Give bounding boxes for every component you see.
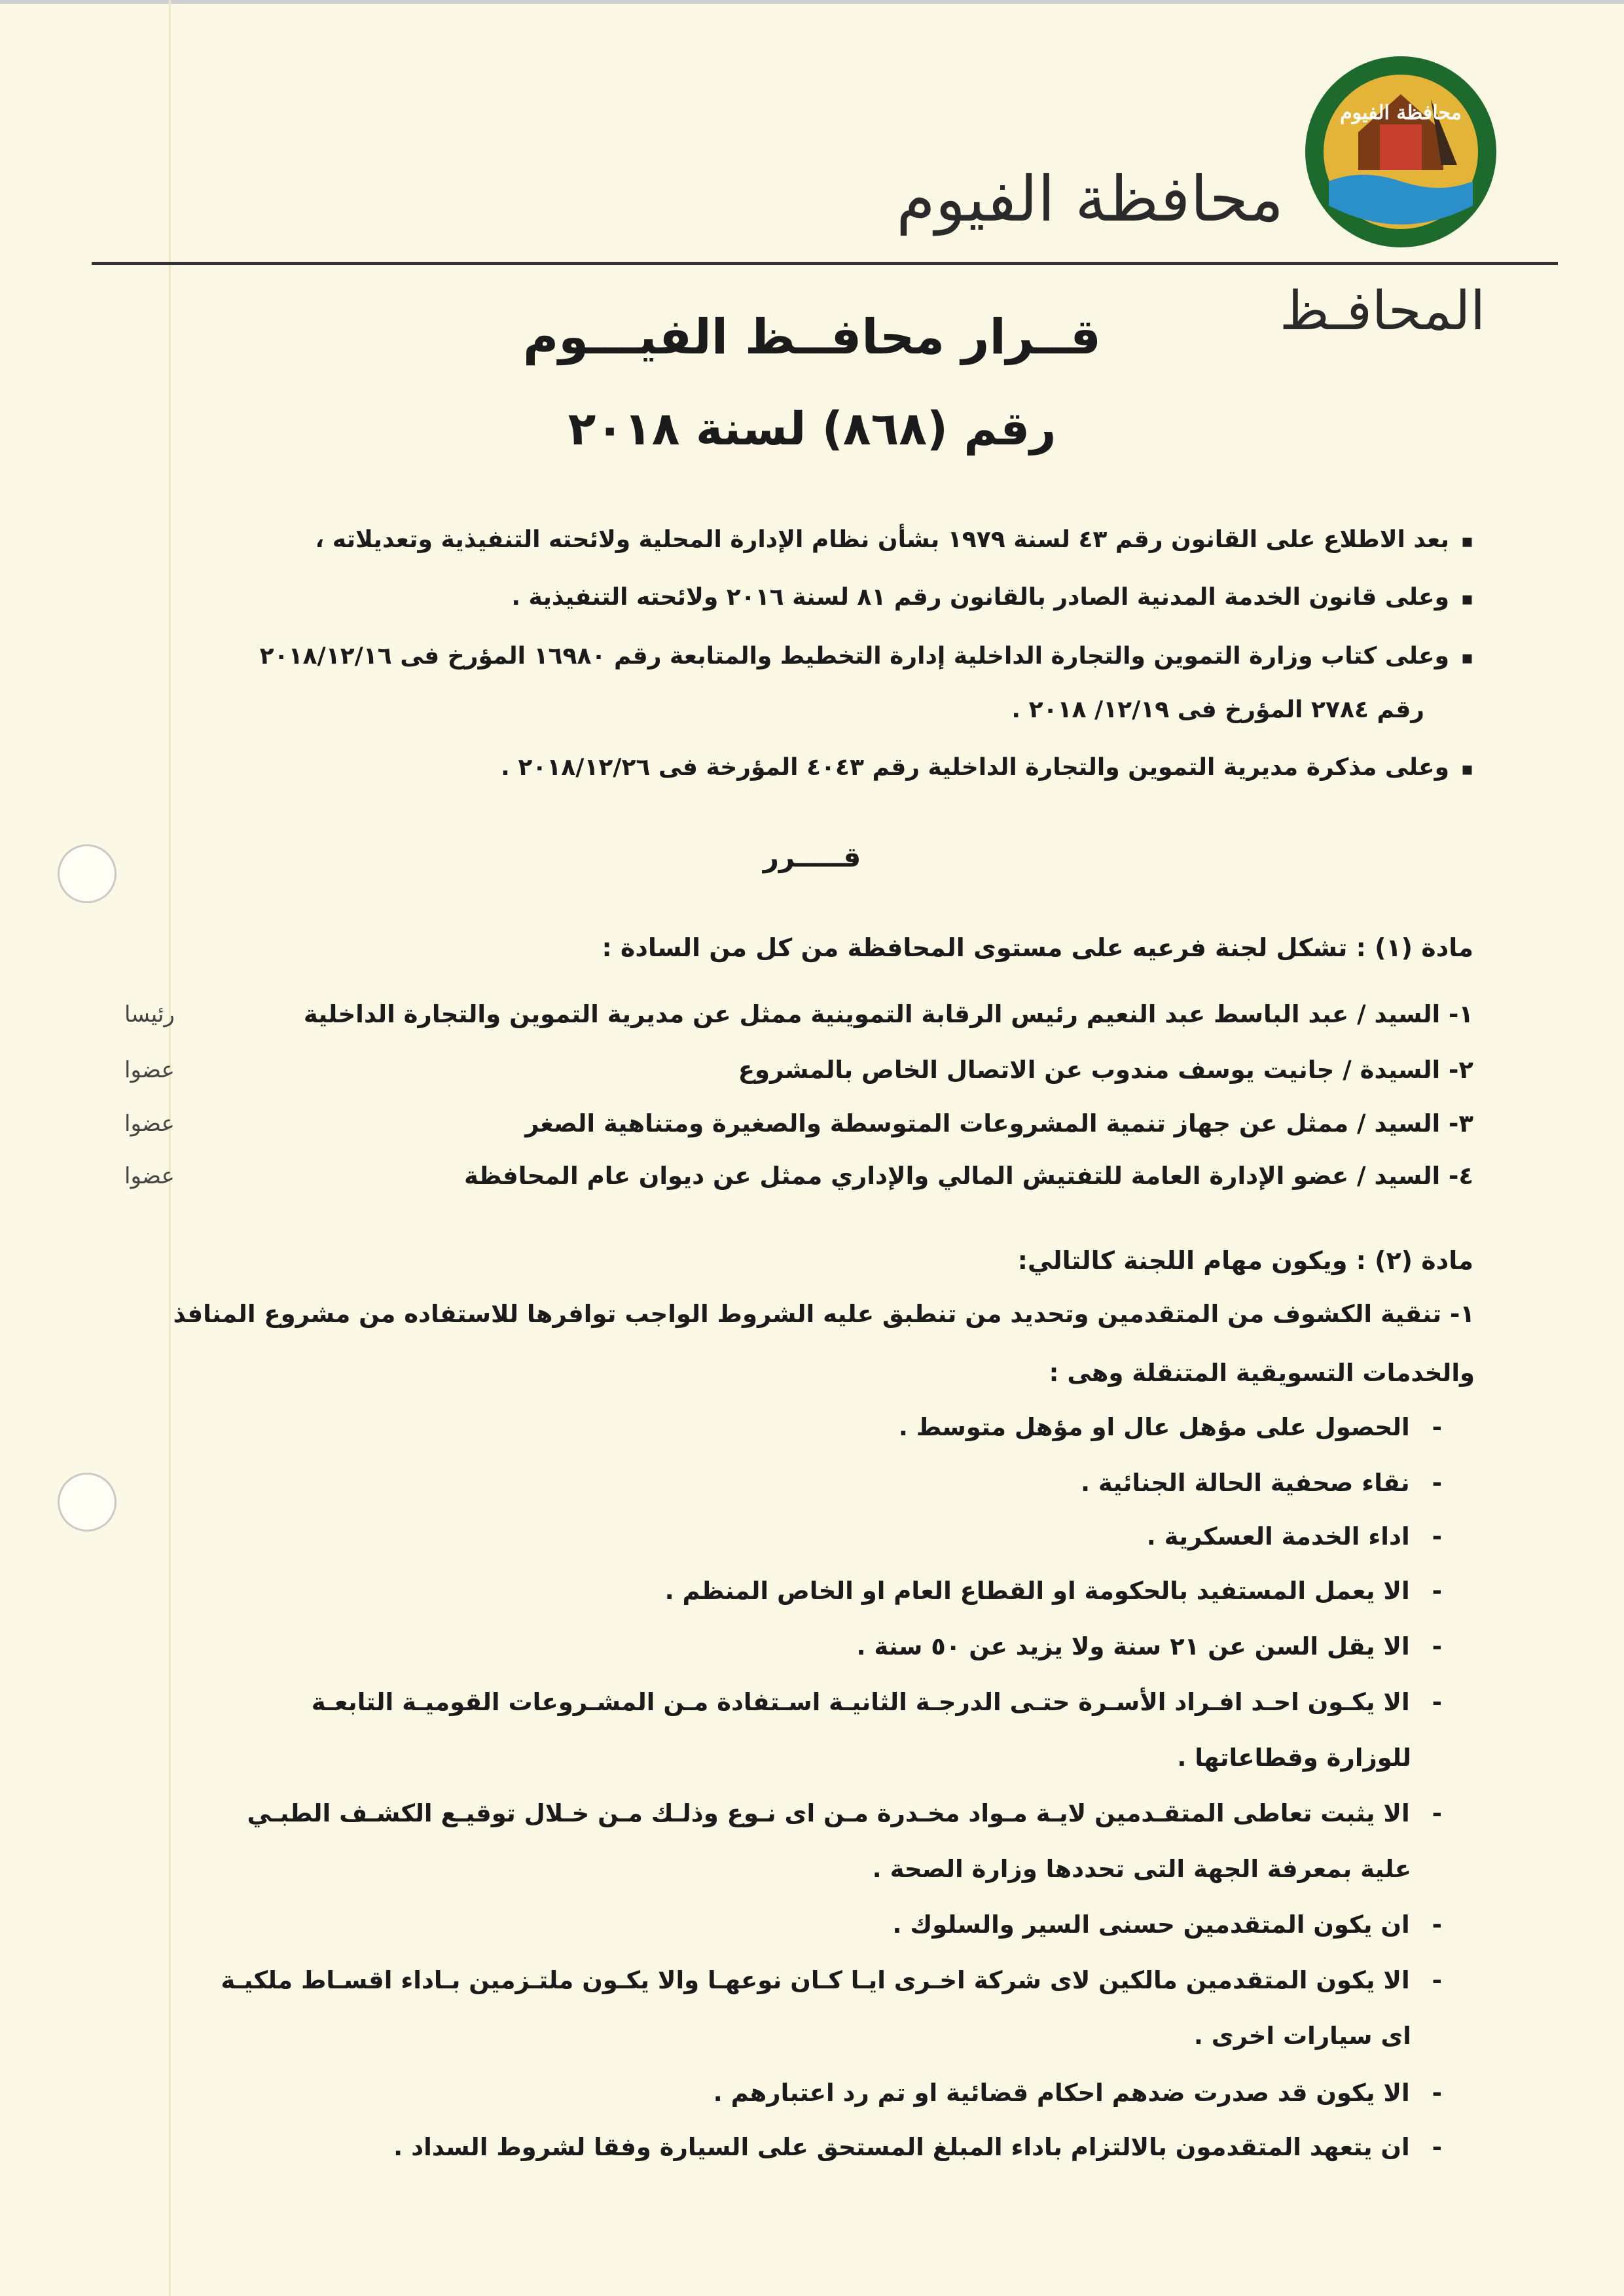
member-role: عضوا — [124, 1163, 175, 1189]
condition-item-continued: للوزارة وقطاعاتها . — [1177, 1744, 1411, 1772]
emblem-text: محافظة الفيوم — [1340, 101, 1462, 124]
page-top-border — [0, 0, 1624, 4]
preamble-item: ▪ وعلى كتاب وزارة التموين والتجارة الداخلية إدارة التخطيط والمتابعة رقم ١٦٩٨٠ المؤرخ فى ٢٠١٨/١٢/١٦ — [260, 640, 1473, 674]
governorate-name: محافظة الفيوم — [896, 162, 1284, 236]
committee-member: ٢- السيدة / جانيت يوسف مندوب عن الاتصال الخاص بالمشروع — [738, 1056, 1473, 1084]
member-role: عضوا — [124, 1111, 175, 1137]
article-2-item-1-continued: والخدمات التسويقية المتنقلة وهى : — [1049, 1359, 1475, 1387]
condition-item: -الا يكون قد صدرت ضدهم احكام قضائية او تم رد اعتبارهم . — [713, 2079, 1442, 2107]
condition-item-continued: علية بمعرفة الجهة التى تحددها وزارة الصحة . — [872, 1855, 1411, 1883]
decree-title: قــرار محافــظ الفيـــوم — [523, 309, 1101, 365]
condition-item: -ان يتعهد المتقدمون بالالتزام باداء المبلغ المستحق على السيارة وفقا لشروط السداد . — [393, 2133, 1442, 2161]
decision-word: قـــــرر — [763, 841, 861, 873]
condition-item: -الا يقل السن عن ٢١ سنة ولا يزيد عن ٥٠ سنة . — [856, 1632, 1442, 1660]
committee-member: ٣- السيد / ممثل عن جهاز تنمية المشروعات المتوسطة والصغيرة ومتناهية الصغر — [525, 1109, 1473, 1138]
preamble-item: ▪ وعلى قانون الخدمة المدنية الصادر بالقانون رقم ٨١ لسنة ٢٠١٦ ولائحته التنفيذية . — [511, 581, 1473, 615]
condition-item: -ان يكون المتقدمين حسنى السير والسلوك . — [892, 1910, 1442, 1939]
decree-number — [0, 402, 1624, 456]
condition-item: -اداء الخدمة العسكرية . — [1146, 1522, 1442, 1551]
decree-number-prefix: رقم ( — [926, 402, 1056, 456]
committee-member: ٤- السيد / عضو الإدارة العامة للتفتيش المالي والإداري ممثل عن ديوان عام المحافظة — [464, 1162, 1473, 1190]
preamble-item-continued: رقم ٢٧٨٤ المؤرخ فى ١٢/١٩/ ٢٠١٨ . — [1011, 696, 1424, 723]
condition-item-continued: اى سيارات اخرى . — [1193, 2022, 1411, 2050]
office-label: المحافـظ — [1279, 280, 1485, 342]
committee-member: ١- السيد / عبد الباسط عبد النعيم رئيس الرقابة التموينية ممثل عن مديرية التموين والتجارة الداخلية — [303, 1000, 1473, 1028]
punch-hole — [58, 1473, 117, 1532]
header-divider — [92, 262, 1558, 265]
condition-item: -الا يكون المتقدمين مالكين لاى شركة اخـرى ايـا كـان نوعهـا والا يكـون ملتـزمين بـاداء اقسـاط ملكيـة — [221, 1966, 1442, 1994]
fayoum-governorate-seal-icon — [1303, 54, 1499, 250]
member-role: رئيسا — [124, 1001, 175, 1028]
article-2-heading: مادة (٢) : ويكون مهام اللجنة كالتالي: — [1017, 1246, 1473, 1275]
condition-item: -الا يكـون احـد افـراد الأسـرة حتـى الدرجـة الثانيـة اسـتفادة مـن المشـروعات القوميـة التابعـة — [311, 1688, 1442, 1716]
condition-item: -نقاء صحفية الحالة الجنائية . — [1080, 1469, 1442, 1497]
decree-number-value: ٨٦٨ — [842, 402, 927, 456]
member-role: عضوا — [124, 1057, 175, 1083]
article-1-heading: مادة (١) : تشكل لجنة فرعيه على مستوى المحافظة من كل من السادة : — [602, 933, 1473, 962]
article-2-item-1: ١- تنقية الكشوف من المتقدمين وتحديد من تنطبق عليه الشروط الواجب توافرها للاستفاده من مشروع المنافذ — [173, 1300, 1475, 1328]
condition-item: -الا يثبت تعاطى المتقـدمين لايـة مـواد مخـدرة مـن اى نـوع وذلـك مـن خـلال توقيـع الكشـف الطبـي — [247, 1799, 1442, 1827]
condition-item: -الا يعمل المستفيد بالحكومة او القطاع العام او الخاص المنظم . — [664, 1577, 1442, 1605]
preamble-item: ▪ بعد الاطلاع على القانون رقم ٤٣ لسنة ١٩٧٩ بشأن نظام الإدارة المحلية ولائحته التنفيذية وتعديلاته ، — [315, 524, 1473, 558]
condition-item: -الحصول على مؤهل عال او مؤهل متوسط . — [898, 1413, 1442, 1441]
decree-number-suffix: ) لسنة ٢٠١٨ — [568, 402, 843, 456]
preamble-item: ▪ وعلى مذكرة مديرية التموين والتجارة الداخلية رقم ٤٠٤٣ المؤرخة فى ٢٠١٨/١٢/٢٦ . — [501, 751, 1473, 785]
